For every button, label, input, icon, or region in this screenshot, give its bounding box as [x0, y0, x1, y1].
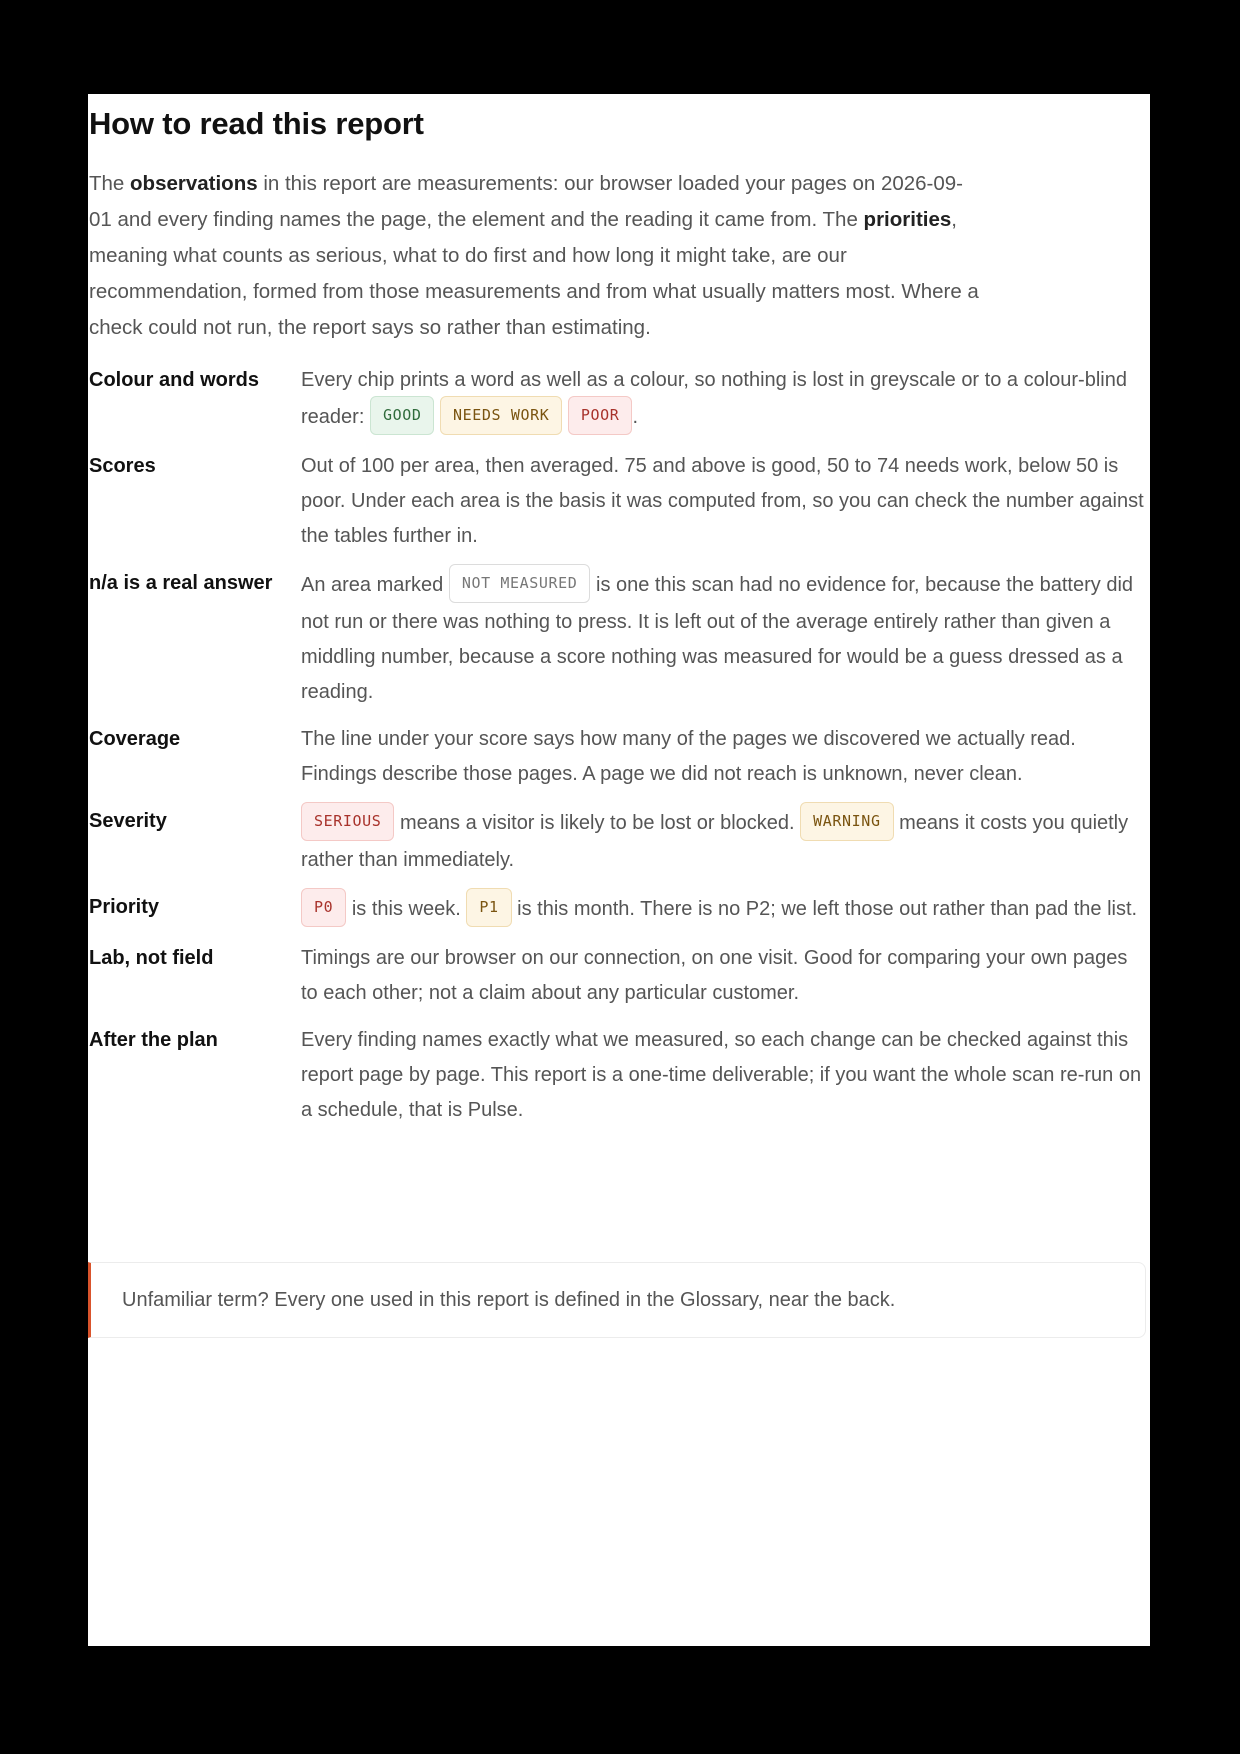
intro-bold-priorities: priorities	[863, 208, 952, 231]
report-page	[88, 94, 1150, 1646]
good-chip: GOOD	[370, 396, 435, 435]
term-text: is one this scan had no evidence for, because the battery did not run or there was nothing to press. It is left out of the average entirely rather than given a middling number, because a score nothing was measured for would be a guess dressed as a reading.	[301, 573, 1134, 703]
term-text: .	[632, 405, 638, 428]
page-title: How to read this report	[89, 106, 424, 141]
term-description	[301, 566, 1149, 710]
intro-text: , meaning what counts as serious, what to do first and how long it might take, are our recommendation, formed from those measurements and from what usually matters most. Where a check could not run, the report says so rather than estimating.	[89, 208, 979, 339]
term-priority	[89, 890, 1149, 929]
intro-bold-observations: observations	[130, 172, 258, 195]
term-label: Colour and words	[89, 369, 259, 391]
term-scores	[89, 449, 1149, 554]
serious-chip: SERIOUS	[301, 802, 394, 841]
term-description: Timings are our browser on our connection, on one visit. Good for comparing your own pages to each other; not a claim about any particular customer.	[301, 947, 1128, 1004]
term-text: Every chip prints a word as well as a colour, so nothing is lost in greyscale or to a colour-blind reader:	[301, 369, 1127, 428]
intro-text: The	[89, 172, 131, 195]
term-label: Severity	[89, 810, 167, 832]
term-label: Scores	[89, 455, 156, 477]
term-description: Every finding names exactly what we measured, so each change can be checked against this report page by page. This report is a one-time deliverable; if you want the whole scan re-run on a schedule, that is Pulse.	[301, 1029, 1142, 1121]
term-text: An area marked	[301, 573, 449, 596]
term-description	[301, 890, 1149, 929]
report-content	[89, 94, 1149, 1140]
term-label: Priority	[89, 896, 160, 918]
warning-chip: WARNING	[800, 802, 893, 841]
term-label: n/a is a real answer	[89, 572, 273, 594]
term-label: Coverage	[89, 728, 181, 750]
term-lab-not-field	[89, 941, 1149, 1011]
needs-work-chip: NEEDS WORK	[440, 396, 562, 435]
term-text: is this week.	[346, 897, 467, 920]
intro-text: in this report are measurements: our browser loaded your pages on 2026-09-01 and every finding names the page, the element and the reading it came from. The	[89, 172, 963, 231]
callout-text: Unfamiliar term? Every one used in this report is defined in the Glossary, near the back.	[122, 1289, 896, 1311]
definition-list	[89, 363, 1149, 1128]
term-description: Out of 100 per area, then averaged. 75 and above is good, 50 to 74 needs work, below 50 is poor. Under each area is the basis it was computed from, so you can check the number against the tables further in.	[301, 455, 1144, 547]
term-text: means a visitor is likely to be lost or blocked.	[394, 811, 801, 834]
term-text: means it costs you quietly rather than immediately.	[301, 811, 1129, 871]
intro-paragraph	[89, 166, 979, 346]
term-na-real-answer	[89, 566, 1149, 710]
term-colour-and-words	[89, 363, 1149, 437]
term-description	[301, 804, 1149, 878]
term-text: is this month. There is no P2; we left those out rather than pad the list.	[511, 897, 1138, 920]
not-measured-chip: NOT MEASURED	[449, 564, 591, 603]
p1-chip: P1	[466, 888, 511, 927]
term-label: After the plan	[89, 1029, 218, 1051]
term-description: The line under your score says how many of the pages we discovered we actually read. Findings describe those pages. A page we did not reach is unknown, never clean.	[301, 728, 1076, 785]
term-coverage	[89, 722, 1149, 792]
glossary-callout	[88, 1262, 1146, 1338]
poor-chip: POOR	[568, 396, 633, 435]
p0-chip: P0	[301, 888, 346, 927]
term-severity	[89, 804, 1149, 878]
term-label: Lab, not field	[89, 947, 214, 969]
term-description	[301, 363, 1149, 437]
term-after-the-plan	[89, 1023, 1149, 1128]
